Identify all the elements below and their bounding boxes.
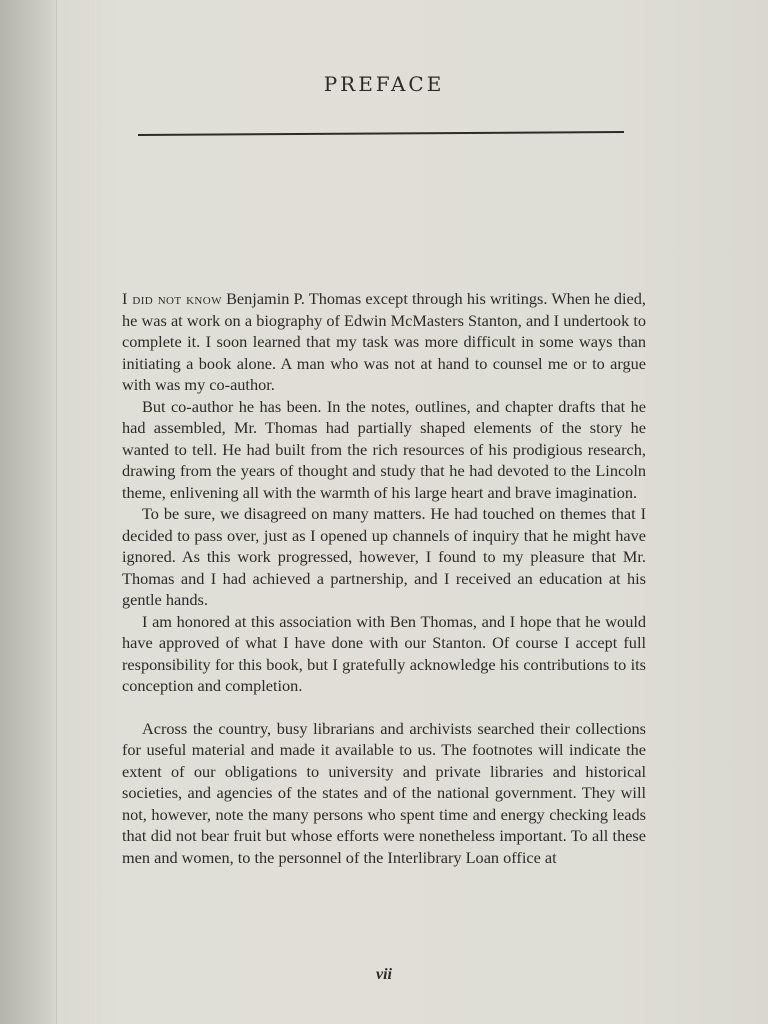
opening-smallcaps: I did not know <box>122 289 222 308</box>
preface-body <box>122 288 646 868</box>
paragraph-5: Across the country, busy librarians and archivists searched their collections for useful material and made it available to us. The footnotes will indicate the extent of our obligations to university and private libraries and historical societies, and agencies of the states and of the national government. They will not, however, note the many persons who spent time and energy checking leads that did not bear fruit but whose efforts were nonetheless important. To all these men and women, to the personnel of the Interlibrary Loan office at <box>122 718 646 867</box>
paragraph-4: I am honored at this association with Ben Thomas, and I hope that he would have approved of what I have done with our Stanton. Of course I accept full responsibility for this book, but I gratefully acknowledge his contributions to its conception and completion. <box>122 611 646 695</box>
paragraph-1 <box>122 288 646 396</box>
page-number: vii <box>376 966 392 983</box>
page-gutter <box>0 0 57 1024</box>
paragraph-3: To be sure, we disagreed on many matters. He had touched on themes that I decided to pass over, just as I opened up channels of inquiry that he might have ignored. As this work progressed, however, I found to my pleasure that Mr. Thomas and I had achieved a partnership, and I received an education at his gentle hands. <box>122 504 646 609</box>
title-rule <box>138 131 624 136</box>
paragraph-2: But co-author he has been. In the notes, outlines, and chapter drafts that he had assembled, Mr. Thomas had partially shaped elements of the story he wanted to tell. He had built from the rich resources of his prodigious research, drawing from the years of thought and study that he had devoted to the Lincoln theme, enlivening all with the warmth of his large heart and brave imagination. <box>122 396 646 502</box>
paragraph-1-text: Benjamin P. Thomas except through his writings. When he died, he was at work on a biography of Edwin McMasters Stanton, and I undertook to complete it. I soon learned that my task was more difficult in some ways than initiating a book alone. A man who was not at hand to counsel me or to argue with was my co-author. <box>122 289 646 394</box>
page-title: PREFACE <box>323 72 445 96</box>
